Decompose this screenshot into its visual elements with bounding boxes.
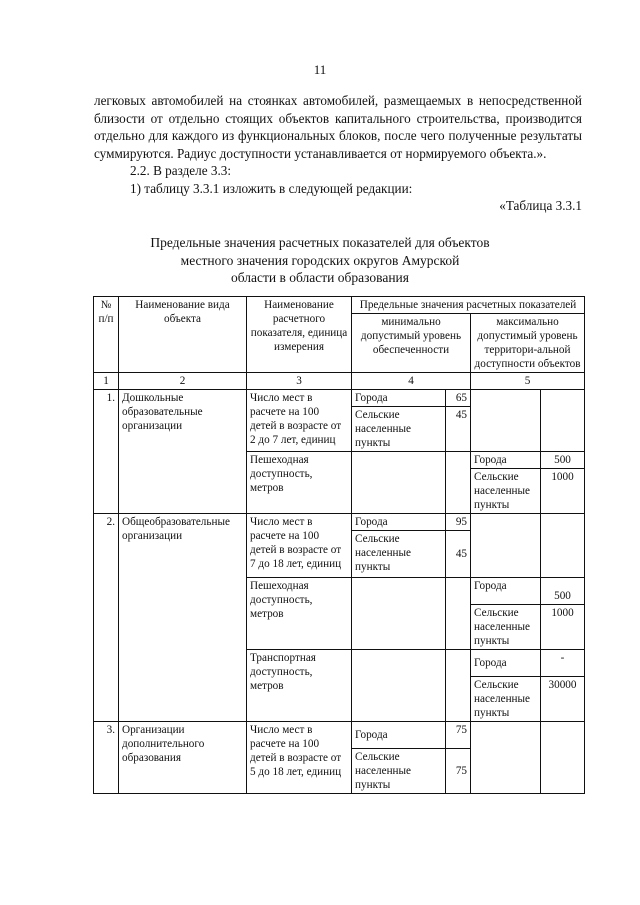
rural-value: 75 <box>446 749 471 794</box>
col-number: 1 <box>94 373 119 390</box>
row-num: 2. <box>94 514 119 722</box>
empty-cell <box>352 452 446 514</box>
standards-table <box>93 296 585 794</box>
header-row <box>94 297 585 314</box>
rural-label: Сельские населенные пункты <box>352 407 446 452</box>
intro-text <box>94 92 582 215</box>
max-city-value: 500 <box>541 452 585 469</box>
city-value: 65 <box>446 390 471 407</box>
table-title-line-3: области в области образования <box>231 270 409 285</box>
city-value: 95 <box>446 514 471 531</box>
trans-city-label: Города <box>471 650 541 677</box>
indicator-name: Число мест в расчете на 100 детей в возрасте от 5 до 18 лет, единиц <box>247 722 352 794</box>
max-city-label: Города <box>471 452 541 469</box>
header-max: максимально допустимый уровень территори-альной доступности объектов <box>471 314 585 373</box>
trans-city-value: - <box>541 650 585 677</box>
empty-cell <box>446 452 471 514</box>
col-number: 3 <box>247 373 352 390</box>
rural-label: Сельские населенные пункты <box>352 531 446 578</box>
walk-rural-label: Сельские населенные пункты <box>471 605 541 650</box>
walk-city-label: Города <box>471 578 541 605</box>
max-rural-label: Сельские населенные пункты <box>471 469 541 514</box>
city-label: Города <box>352 514 446 531</box>
rural-value: 45 <box>446 531 471 578</box>
col-number: 5 <box>471 373 585 390</box>
city-value: 75 <box>446 722 471 749</box>
empty-cell <box>541 390 585 452</box>
col-number: 4 <box>352 373 471 390</box>
city-label: Города <box>352 390 446 407</box>
indicator-name: Транспортная доступность, метров <box>247 650 352 722</box>
max-rural-value: 1000 <box>541 469 585 514</box>
object-name: Организации дополнительного образования <box>119 722 247 794</box>
header-min: минимально допустимый уровень обеспеченности <box>352 314 471 373</box>
rural-label: Сельские населенные пункты <box>352 749 446 794</box>
table-title-line-2: местного значения городских округов Амурской <box>180 252 460 268</box>
page-number: 11 <box>313 62 327 77</box>
header-num: № п/п <box>94 297 119 373</box>
city-label: Города <box>352 722 446 749</box>
rural-value: 45 <box>446 407 471 452</box>
table-row <box>94 514 585 531</box>
col-number: 2 <box>119 373 247 390</box>
indicator-name: Число мест в расчете на 100 детей в возрасте от 7 до 18 лет, единиц <box>247 514 352 578</box>
empty-cell <box>471 390 541 452</box>
row-num: 3. <box>94 722 119 794</box>
table-title <box>120 234 520 287</box>
column-numbers-row <box>94 373 585 390</box>
section-line: 2.2. В разделе 3.3: <box>130 163 232 178</box>
object-name: Общеобразовательные организации <box>119 514 247 722</box>
header-object: Наименование вида объекта <box>119 297 247 373</box>
indicator-name: Пешеходная доступность, метров <box>247 452 352 514</box>
trans-rural-label: Сельские населенные пункты <box>471 677 541 722</box>
empty-cell <box>471 514 541 578</box>
object-name: Дошкольные образовательные организации <box>119 390 247 514</box>
empty-cell <box>446 578 471 650</box>
indicator-name: Число мест в расчете на 100 детей в возрасте от 2 до 7 лет, единиц <box>247 390 352 452</box>
empty-cell <box>541 514 585 578</box>
intro-paragraph: легковых автомобилей на стоянках автомобилей, размещаемых в непосредственной близости от отдельно стоящих объектов капитального строительства, производится отдельно для каждого из функциональных блоков, после чего полученные результаты суммируются. Радиус доступности устанавливается от нормируемого объекта.». <box>94 93 582 161</box>
table-title-line-1: Предельные значения расчетных показателей для объектов <box>150 235 490 250</box>
table-row <box>94 390 585 407</box>
empty-cell <box>352 578 446 650</box>
empty-cell <box>541 722 585 794</box>
empty-cell <box>352 650 446 722</box>
walk-city-value: 500 <box>541 578 585 605</box>
row-num: 1. <box>94 390 119 514</box>
table-label: «Таблица 3.3.1 <box>499 198 582 213</box>
header-indicator: Наименование расчетного показателя, единица измерения <box>247 297 352 373</box>
indicator-name: Пешеходная доступность, метров <box>247 578 352 650</box>
empty-cell <box>446 650 471 722</box>
instruction-line: 1) таблицу 3.3.1 изложить в следующей редакции: <box>130 180 413 196</box>
header-limits: Предельные значения расчетных показателей <box>352 297 585 314</box>
trans-rural-value: 30000 <box>541 677 585 722</box>
empty-cell <box>471 722 541 794</box>
table-row <box>94 722 585 749</box>
walk-rural-value: 1000 <box>541 605 585 650</box>
